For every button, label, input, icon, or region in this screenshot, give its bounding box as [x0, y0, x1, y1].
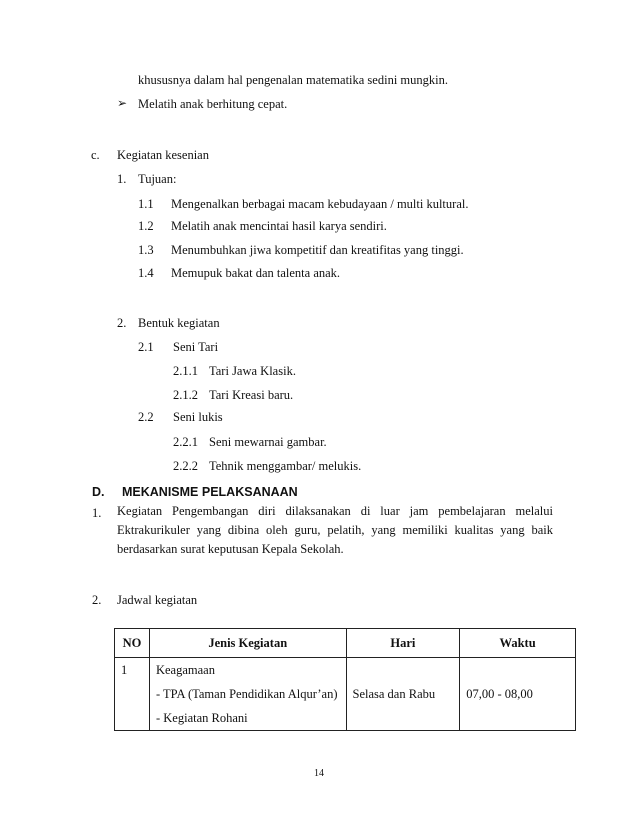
page-number: 14 — [314, 768, 324, 779]
mekanisme-point-marker: 1. — [92, 506, 102, 520]
tujuan-item-text: Mengenalkan berbagai macam kebudayaan / multi kultural. — [171, 197, 469, 211]
hari-value: Selasa dan Rabu — [352, 687, 436, 701]
column-header-no: NO — [115, 629, 150, 658]
section-c-title: Kegiatan kesenian — [117, 148, 209, 162]
tujuan-item-num: 1.1 — [138, 197, 154, 211]
cell-hari — [346, 658, 460, 731]
column-header-hari: Hari — [346, 629, 460, 658]
tujuan-item-num: 1.4 — [138, 266, 154, 280]
cell-no — [115, 658, 150, 731]
tujuan-item-text: Melatih anak mencintai hasil karya sendiri. — [171, 219, 387, 233]
bentuk-subitem-text: Tari Jawa Klasik. — [209, 364, 296, 378]
tujuan-item-num: 1.3 — [138, 243, 154, 257]
table-row — [115, 658, 576, 731]
bentuk-group-num: 2.1 — [138, 340, 154, 354]
row-number: 1 — [121, 663, 128, 677]
jenis-line: - Kegiatan Rohani — [155, 711, 248, 725]
bentuk-group-num: 2.2 — [138, 410, 154, 424]
waktu-value: 07,00 - 08,00 — [466, 687, 533, 701]
table-header-row — [115, 629, 576, 658]
cell-jenis — [149, 658, 346, 731]
arrow-bullet-icon: ➢ — [117, 96, 128, 110]
tujuan-item-num: 1.2 — [138, 219, 154, 233]
bentuk-subitem-num: 2.1.2 — [173, 388, 198, 402]
cell-waktu — [460, 658, 576, 731]
bentuk-subitem-num: 2.2.1 — [173, 435, 198, 449]
mekanisme-paragraph: Kegiatan Pengembangan diri dilaksanakan di luar jam pembelajaran melalui Ektrakurikuler yang dibina oleh guru, pelatih, yang memiliki kualitas yang baik berdasarkan surat keputusan Kepala Sekolah. — [117, 504, 553, 556]
section-d-marker: D. — [92, 485, 105, 499]
jenis-line: Keagamaan — [155, 663, 215, 677]
jadwal-marker: 2. — [92, 593, 102, 607]
bentuk-marker: 2. — [117, 316, 127, 330]
intro-continuation-line: khususnya dalam hal pengenalan matematika sedini mungkin. — [138, 73, 448, 87]
bentuk-subitem-text: Tari Kreasi baru. — [209, 388, 294, 402]
section-c-marker: c. — [91, 148, 100, 162]
column-header-jenis-kegiatan: Jenis Kegiatan — [149, 629, 346, 658]
section-d-title: MEKANISME PELAKSANAAN — [122, 485, 298, 499]
bentuk-group-label: Seni Tari — [173, 340, 219, 354]
jenis-line: - TPA (Taman Pendidikan Alqur’an) — [155, 687, 338, 701]
tujuan-item-text: Menumbuhkan jiwa kompetitif dan kreatifitas yang tinggi. — [171, 243, 464, 257]
tujuan-marker: 1. — [117, 172, 127, 186]
tujuan-label: Tujuan: — [138, 172, 177, 186]
bentuk-subitem-text: Seni mewarnai gambar. — [209, 435, 327, 449]
bentuk-label: Bentuk kegiatan — [138, 316, 220, 330]
bullet-text: Melatih anak berhitung cepat. — [138, 97, 288, 111]
jadwal-table — [114, 628, 576, 731]
bentuk-subitem-num: 2.2.2 — [173, 459, 198, 473]
bentuk-subitem-num: 2.1.1 — [173, 364, 198, 378]
bentuk-subitem-text: Tehnik menggambar/ melukis. — [209, 459, 362, 473]
bentuk-group-label: Seni lukis — [173, 410, 223, 424]
jadwal-label: Jadwal kegiatan — [117, 593, 198, 607]
tujuan-item-text: Memupuk bakat dan talenta anak. — [171, 266, 341, 280]
column-header-waktu: Waktu — [460, 629, 576, 658]
